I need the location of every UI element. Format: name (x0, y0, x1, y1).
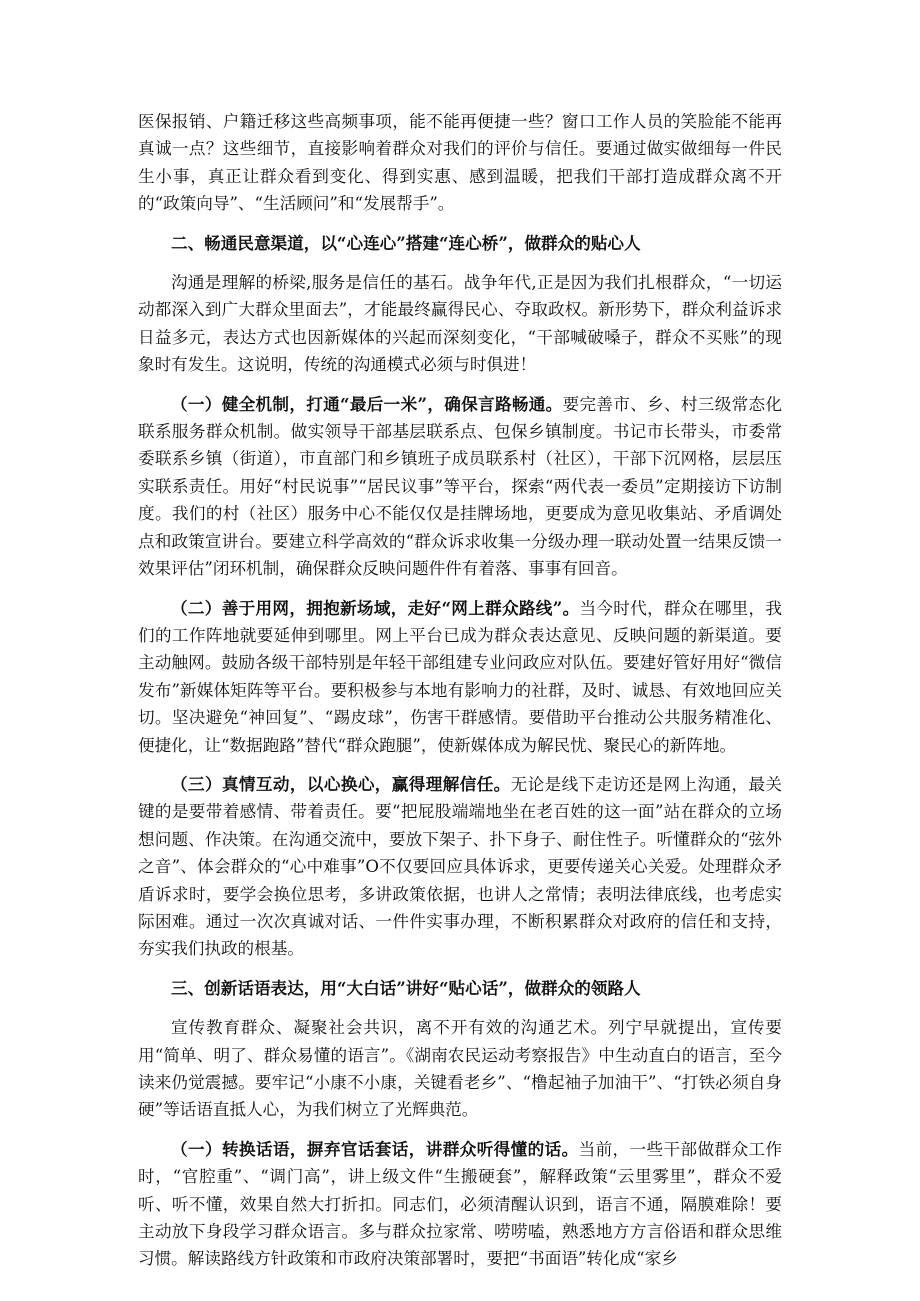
paragraph-communication: 沟通是理解的桥梁,服务是信任的基石。战争年代,正是因为我们扎根群众，“一切运动都深入到广大群众里面去”，才能最终赢得民心、夺取政权。新形势下，群众利益诉求日益多元，表达方式也因新媒体的兴起而深刻变化，“干部喊破嗓子，群众不买账”的现象时有发生。这说明，传统的沟通模式必须与时俱进！ (138, 273, 782, 375)
paragraph-intro: 医保报销、户籍迁移这些高频事项，能不能再便捷一些？窗口工作人员的笑脸能不能再真诚一点？这些细节，直接影响着群众对我们的评价与信任。要通过做实做细每一件民生小事，真正让群众看到变化、得到实惠、感到温暖，把我们干部打造成群众离不开的“政策向导”、“生活顾问”和“发展帮手”。 (138, 112, 782, 214)
subheading-mechanism: （一）健全机制，打通“最后一米”，确保言路畅通。 (171, 393, 563, 414)
paragraph-plain-language (138, 1136, 782, 1273)
section-heading-3: 三、创新话语表达，用“大白话”讲好“贴心话”，做群众的领路人 (171, 977, 641, 998)
section-heading-2: 二、畅通民意渠道，以“心连心”搭建“连心桥”，做群众的贴心人 (171, 232, 641, 253)
paragraph-online-body: 当今时代，群众在哪里，我们的工作阵地就要延伸到哪里。网上平台已成为群众表达意见、反映问题的新渠道。要主动触网。鼓励各级干部特别是年轻干部组建专业问政应对队伍。要建好管好用好“微信发布”新媒体矩阵等平台。要积极参与本地有影响力的社群，及时、诚恳、有效地回应关切。坚决避免“神回复”、“踢皮球”，伤害干群感情。要借助平台推动公共服务精准化、便捷化，让“数据跑路”替代“群众跑腿”，使新媒体成为解民忧、聚民心的新阵地。 (138, 598, 783, 755)
paragraph-mechanism (138, 391, 782, 583)
paragraph-mechanism-body: 要完善市、乡、村三级常态化联系服务群众机制。做实领导干部基层联系点、包保乡镇制度。书记市长带头，市委常委联系乡镇（街道），市直部门和乡镇班子成员联系村（社区），干部下沉网格，层层压实联系责任。用好“村民说事”“居民议事”等平台，探索“两代表一委员”定期接访下访制度。我们的村（社区）服务中心不能仅仅是挂牌场地，更要成为意见收集站、矛盾调处点和政策宣讲台。要建立科学高效的“群众诉求收集一分级办理一联动处置一结果反馈一效果评估”闭环机制，确保群众反映问题件件有着落、事事有回音。 (138, 394, 783, 579)
subheading-interaction: （三）真情互动，以心换心，赢得理解信任。 (171, 773, 511, 794)
document-page (138, 108, 782, 1285)
paragraph-online (138, 595, 782, 759)
subheading-plain-language: （一）转换话语，摒弃官话套话，讲群众听得懂的话。 (171, 1138, 579, 1159)
paragraph-interaction (138, 771, 782, 963)
paragraph-interaction-body: 无论是线下走访还是网上沟通，最关键的是要带着感情、带着责任。要“把屁股端端地坐在老百姓的这一面”站在群众的立场想问题、作决策。在沟通交流中，要放下架子、扑下身子、耐住性子。听懂群众的“弦外之音”、体会群众的“心中难事”O不仅要回应具体诉求，更要传递关心关爱。处理群众矛盾诉求时，要学会换位思考，多讲政策依据，也讲人之常情；表明法律底线，也考虑实际困难。通过一次次真诚对话、一件件实事办理，不断积累群众对政府的信任和支持，夯实我们执政的根基。 (138, 774, 783, 959)
subheading-online: （二）善于用网，拥抱新场域，走好“网上群众路线”。 (171, 597, 580, 618)
paragraph-plain-language-body: 当前，一些干部做群众工作时，“官腔重”、“调门高”，讲上级文件“生搬硬套”，解释政策“云里雾里”，群众不爱听、听不懂，效果自然大打折扣。同志们，必须清醒认识到，语言不通，隔膜难除！要主动放下身段学习群众语言。多与群众拉家常、唠唠嗑，熟悉地方方言俗语和群众思维习惯。解读路线方针政策和市政府决策部署时，要把“书面语”转化成“家乡 (138, 1139, 783, 1269)
paragraph-language-art: 宣传教育群众、凝聚社会共识，离不开有效的沟通艺术。列宁早就提出，宣传要用“简单、明了、群众易懂的语言”。《湖南农民运动考察报告》中生动直白的语言，至今读来仍觉震撼。要牢记“小康不小康，关键看老乡”、“橹起袖子加油干”、“打铁必须自身硬”等话语直抵人心，为我们树立了光辉典范。 (138, 1018, 782, 1120)
